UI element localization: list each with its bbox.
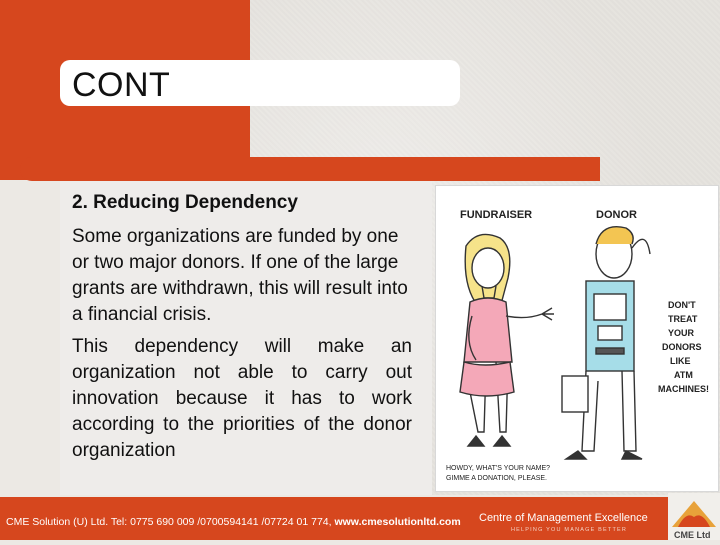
cartoon-label-donor: DONOR [596,209,637,221]
slide-title: CONT [72,66,171,104]
cartoon-label-fundraiser: FUNDRAISER [460,209,533,221]
fundraiser-figure [460,234,554,446]
footer-phone: CME Solution (U) Ltd. Tel: 0775 690 009 /0700594141 /07724 01 774, [6,516,335,528]
brand-tagline: HELPING YOU MANAGE BETTER [511,527,628,533]
logo-text: CME Ltd [674,530,711,540]
orange-accent-bar [20,157,600,181]
footer-contact [6,516,461,528]
atm-machine [586,281,634,371]
brand-name: Centre of Management Excellence [479,512,648,524]
cartoon-caption-line1: HOWDY, WHAT'S YOUR NAME? [446,465,551,472]
footer-website[interactable]: www.cmesolutionltd.com [334,516,461,528]
cartoon-illustration [436,186,718,491]
atm-sign-text: DON'T TREAT YOUR DONORS LIKE ATM MACHINES! [658,300,709,394]
paragraph-1: Some organizations are funded by one or two major donors. If one of the large grants are withdrawn, this will result into a financial crisis. [72,226,408,325]
paragraph-2: This dependency will make an organization not able to carry out innovation because it has to work according to the priorities of the donor organization [72,336,412,461]
cartoon-image [435,185,719,492]
cartoon-caption-line2: GIMME A DONATION, PLEASE. [446,475,548,482]
section-heading: 2. Reducing Dependency [72,192,298,213]
cme-logo [668,493,720,540]
logo-icon [668,493,720,540]
title-box [60,60,460,106]
